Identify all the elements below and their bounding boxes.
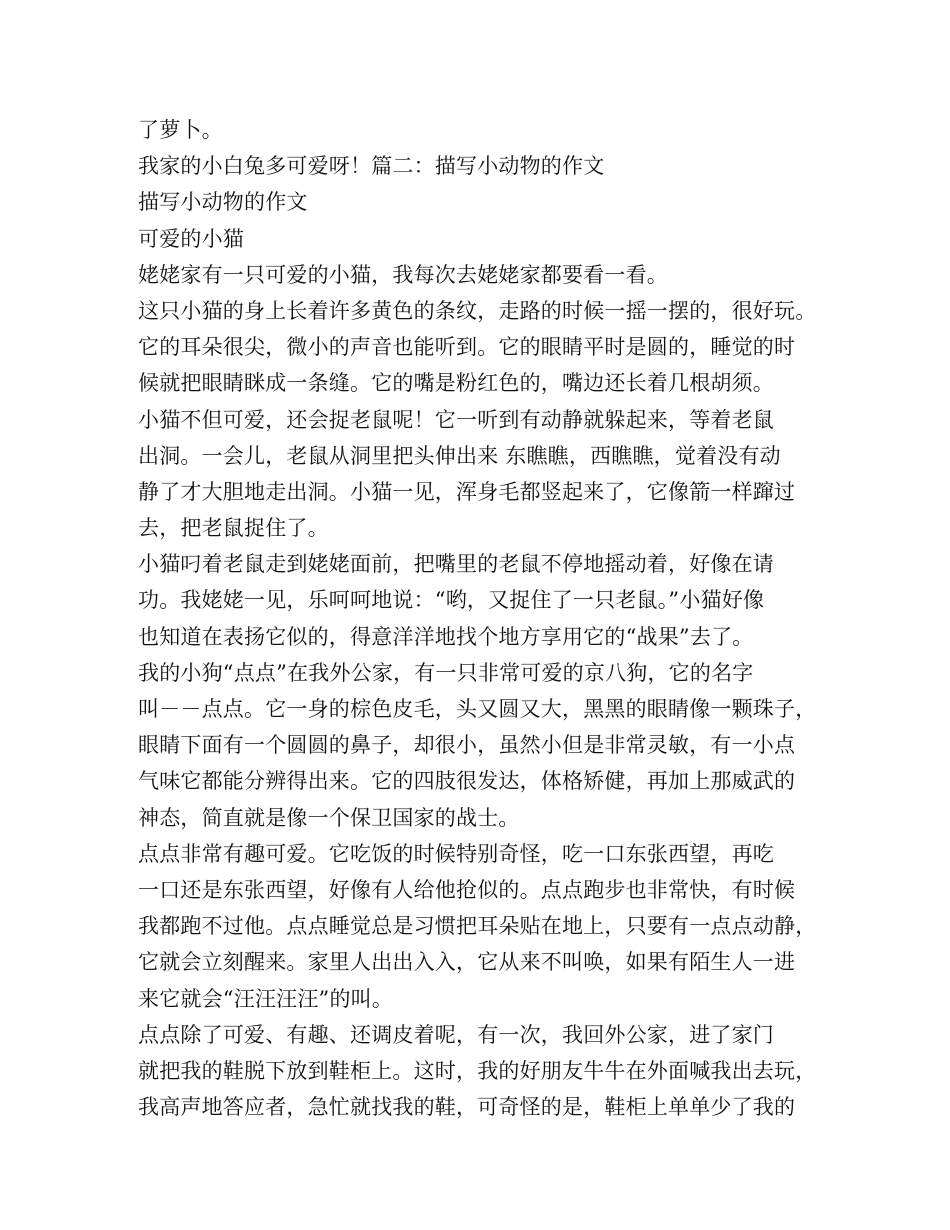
text-line: 一口还是东张西望，好像有人给他抢似的。点点跑步也非常快，有时候: [138, 877, 796, 902]
text-line: 静了才大胆地走出洞。小猫一见，浑身毛都竖起来了，它像箭一样蹿过: [138, 479, 796, 504]
text-line: 它的耳朵很尖，微小的声音也能听到。它的眼睛平时是圆的，睡觉的时: [138, 335, 796, 360]
text-line: 点点非常有趣可爱。它吃饭的时候特别奇怪，吃一口东张西望，再吃: [138, 841, 774, 866]
text-line: 我家的小白兔多可爱呀！篇二：描写小动物的作文: [138, 154, 605, 179]
text-line: 我的小狗“点点”在我外公家，有一只非常可爱的京八狗，它的名字: [138, 660, 754, 685]
text-line: 这只小猫的身上长着许多黄色的条纹，走路的时候一摇一摆的，很好玩。: [138, 298, 817, 323]
text-line: 去，把老鼠捉住了。: [138, 516, 329, 541]
text-line: 姥姥家有一只可爱的小猫，我每次去姥姥家都要看一看。: [138, 262, 668, 287]
document-text: [138, 112, 828, 1125]
text-line: 叫－－点点。它一身的棕色皮毛，头又圆又大，黑黑的眼睛像一颗珠子，: [138, 697, 817, 721]
text-line: 可爱的小猫: [138, 226, 244, 251]
text-line: 候就把眼睛眯成一条缝。它的嘴是粉红色的，嘴边还长着几根胡须。: [138, 371, 774, 396]
text-line: 就把我的鞋脱下放到鞋柜上。这时，我的好朋友牛牛在外面喊我出去玩，: [138, 1058, 817, 1083]
text-line: 也知道在表扬它似的，得意洋洋地找个地方享用它的“战果”去了。: [138, 624, 754, 649]
text-line: 气味它都能分辨得出来。它的四肢很发达，体格矫健，再加上那威武的: [138, 769, 796, 794]
text-line: 小猫叼着老鼠走到姥姥面前，把嘴里的老鼠不停地摇动着，好像在请: [138, 552, 774, 577]
text-line: 了萝卜。: [138, 118, 223, 142]
text-line: 功。我姥姥一见，乐呵呵地说：“哟，又捉住了一只老鼠。”小猫好像: [138, 588, 765, 613]
text-line: 我都跑不过他。点点睡觉总是习惯把耳朵贴在地上，只要有一点点动静，: [138, 914, 817, 939]
text-line: 出洞。一会儿，老鼠从洞里把头伸出来 东瞧瞧，西瞧瞧，觉着没有动: [138, 443, 781, 468]
text-line: 眼睛下面有一个圆圆的鼻子，却很小，虽然小但是非常灵敏，有一小点: [138, 733, 796, 758]
text-line: 它就会立刻醒来。家里人出出入入，它从来不叫唤，如果有陌生人一进: [138, 950, 796, 975]
text-line: 神态，简直就是像一个保卫国家的战士。: [138, 805, 520, 830]
text-line: 点点除了可爱、有趣、还调皮着呢，有一次，我回外公家，进了家门: [138, 1022, 774, 1047]
text-line: 来它就会“汪汪汪汪”的叫。: [138, 986, 394, 1011]
text-line: 描写小动物的作文: [138, 190, 308, 215]
text-line: 小猫不但可爱，还会捉老鼠呢！它一听到有动静就躲起来，等着老鼠: [138, 407, 774, 432]
text-line: 我高声地答应者，急忙就找我的鞋，可奇怪的是，鞋柜上单单少了我的: [138, 1095, 796, 1120]
